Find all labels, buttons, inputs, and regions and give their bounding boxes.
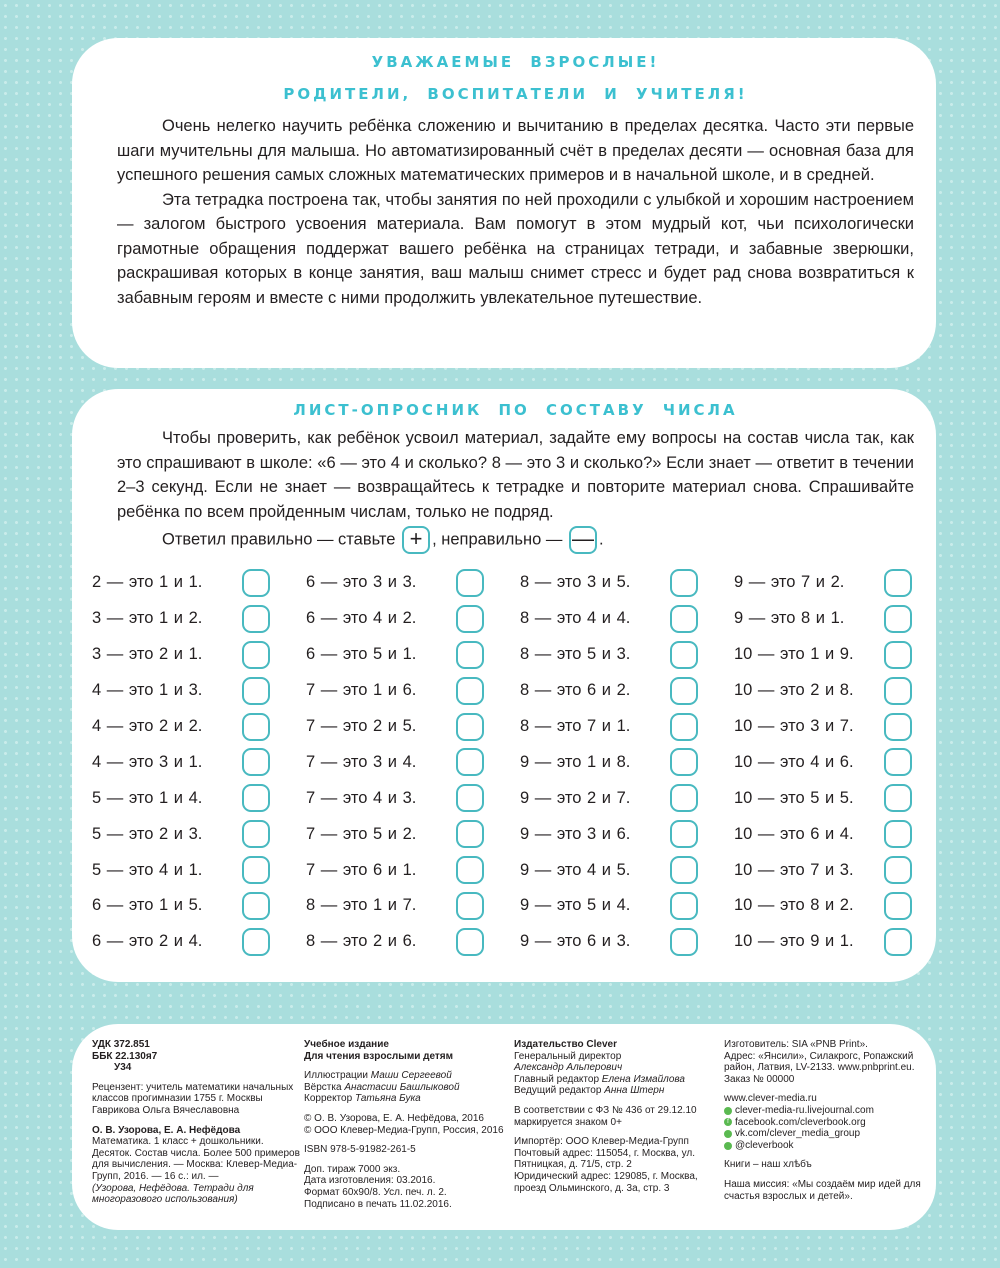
- answer-checkbox[interactable]: [670, 928, 698, 956]
- quiz-item: [520, 852, 734, 888]
- quiz-item-text: 6 — это 5 и 1.: [306, 645, 417, 664]
- quiz-item: [734, 888, 948, 924]
- answer-checkbox[interactable]: [884, 713, 912, 741]
- quiz-item-text: 10 — это 6 и 4.: [734, 824, 854, 843]
- maker: Изготовитель: SIA «PNB Print».: [724, 1039, 868, 1050]
- quiz-column: [306, 565, 520, 960]
- livejournal-link[interactable]: clever-media-ru.livejournal.com: [735, 1104, 874, 1116]
- quiz-item: [520, 565, 734, 601]
- vk-icon: [724, 1130, 732, 1138]
- facebook-icon: f: [724, 1118, 732, 1126]
- answer-checkbox[interactable]: [242, 677, 270, 705]
- quiz-column: [734, 565, 948, 960]
- quiz-item-text: 9 — это 3 и 6.: [520, 824, 631, 843]
- book-description: Математика. 1 класс + дошкольники. Десяток. Состав числа. Более 500 примеров для вычисления. — Москва: Клевер-Медиа-Групп, 2016. — 16 с.: ил. —: [92, 1136, 300, 1182]
- answer-checkbox[interactable]: [242, 605, 270, 633]
- answer-checkbox[interactable]: [242, 928, 270, 956]
- answer-checkbox[interactable]: [456, 748, 484, 776]
- quiz-item: [306, 709, 520, 745]
- made-date: Дата изготовления: 03.2016.: [304, 1175, 436, 1187]
- illustrations: Иллюстрации Маши Сергеевой: [304, 1070, 452, 1082]
- quiz-item-text: 8 — это 3 и 5.: [520, 573, 631, 592]
- plus-icon: +: [402, 526, 430, 554]
- intro-title-line1: УВАЖАЕМЫЕ ВЗРОСЛЫЕ!: [371, 53, 660, 71]
- quiz-item-text: 7 — это 5 и 2.: [306, 824, 417, 843]
- copyright-1: © О. В. Узорова, Е. А. Нефёдова, 2016: [304, 1112, 484, 1124]
- imprint-panel: [72, 1024, 936, 1230]
- postal-address: Почтовый адрес: 115054, г. Москва, ул. Пятницкая, д. 71/5, стр. 2: [514, 1147, 695, 1171]
- layout-credit: Вёрстка Анастасии Башлыковой: [304, 1081, 460, 1093]
- format: Формат 60х90/8. Усл. печ. л. 2.: [304, 1186, 447, 1198]
- print-run: Доп. тираж 7000 экз.: [304, 1163, 401, 1175]
- answer-checkbox[interactable]: [884, 892, 912, 920]
- imprint-col-4: [724, 1039, 924, 1210]
- quiz-item: [306, 744, 520, 780]
- quiz-item-text: 7 — это 3 и 4.: [306, 752, 417, 771]
- answer-checkbox[interactable]: [884, 820, 912, 848]
- quiz-item-text: 3 — это 1 и 2.: [92, 609, 203, 628]
- quiz-title: ЛИСТ-ОПРОСНИК ПО СОСТАВУ ЧИСЛА: [293, 401, 738, 419]
- slogan: Книги – наш хлѣбъ: [724, 1159, 812, 1171]
- quiz-item: [734, 924, 948, 960]
- quiz-item-text: 6 — это 4 и 2.: [306, 609, 417, 628]
- signed-date: Подписано в печать 11.02.2016.: [304, 1198, 452, 1210]
- imprint-col-3: [514, 1039, 724, 1210]
- answer-checkbox[interactable]: [884, 677, 912, 705]
- quiz-item: [520, 601, 734, 637]
- imprint-col-1: [92, 1039, 304, 1210]
- quiz-panel: [72, 389, 936, 982]
- quiz-item: [734, 565, 948, 601]
- answer-checkbox[interactable]: [456, 677, 484, 705]
- answer-checkbox[interactable]: [456, 784, 484, 812]
- answer-checkbox[interactable]: [670, 748, 698, 776]
- quiz-item: [306, 601, 520, 637]
- answer-checkbox[interactable]: [884, 784, 912, 812]
- quiz-item: [306, 888, 520, 924]
- answer-checkbox[interactable]: [670, 605, 698, 633]
- imprint-col-2: [304, 1039, 514, 1210]
- answer-checkbox[interactable]: [670, 892, 698, 920]
- quiz-item: [92, 924, 306, 960]
- quiz-item-text: 8 — это 7 и 1.: [520, 717, 631, 735]
- quiz-column: [92, 565, 306, 960]
- answer-checkbox[interactable]: [242, 569, 270, 597]
- quiz-item-text: 7 — это 6 и 1.: [306, 860, 417, 879]
- answer-checkbox[interactable]: [884, 569, 912, 597]
- quiz-grid: [92, 565, 920, 960]
- gd-label: Генеральный директор: [514, 1050, 622, 1062]
- authors: О. В. Узорова, Е. А. Нефёдова: [92, 1124, 241, 1136]
- answer-checkbox[interactable]: [670, 677, 698, 705]
- quiz-item-text: 8 — это 5 и 3.: [520, 645, 631, 664]
- quiz-item-text: 9 — это 6 и 3.: [520, 932, 631, 951]
- quiz-item: [92, 744, 306, 780]
- legal-address: Юридический адрес: 129085, г. Москва, проезд Ольминского, д. 3а, стр. 3: [514, 1170, 698, 1194]
- answer-checkbox[interactable]: [456, 928, 484, 956]
- website-link[interactable]: www.clever-media.ru: [724, 1093, 817, 1105]
- answer-checkbox[interactable]: [670, 784, 698, 812]
- quiz-item-text: 4 — это 3 и 1.: [92, 752, 203, 771]
- answer-checkbox[interactable]: [242, 748, 270, 776]
- quiz-item: [306, 852, 520, 888]
- quiz-item-text: 10 — это 9 и 1.: [734, 932, 854, 951]
- copyright-2: © ООО Клевер-Медиа-Групп, Россия, 2016: [304, 1124, 504, 1136]
- quiz-item: [92, 852, 306, 888]
- quiz-item-text: 7 — это 1 и 6.: [306, 681, 417, 700]
- proof-credit: Корректор Татьяна Бука: [304, 1093, 421, 1105]
- quiz-item: [734, 601, 948, 637]
- quiz-item: [734, 816, 948, 852]
- audience: Для чтения взрослыми детям: [304, 1050, 454, 1062]
- quiz-item-text: 10 — это 3 и 7.: [734, 717, 854, 735]
- quiz-item: [520, 637, 734, 673]
- quiz-item: [520, 744, 734, 780]
- quiz-item: [734, 852, 948, 888]
- importer: Импортёр: ООО Клевер-Медиа-Групп: [514, 1136, 689, 1148]
- quiz-item: [734, 780, 948, 816]
- quiz-item-text: 2 — это 1 и 1.: [92, 573, 203, 592]
- answer-checkbox[interactable]: [670, 713, 698, 741]
- quiz-item-text: 7 — это 4 и 3.: [306, 788, 417, 807]
- quiz-item-text: 3 — это 2 и 1.: [92, 645, 203, 664]
- reviewer: Рецензент: учитель математики начальных классов прогимназии 1755 г. Москвы Гаврикова Ольга Вячеславовна: [92, 1081, 294, 1116]
- answer-checkbox[interactable]: [242, 641, 270, 669]
- legend-correct-text: Ответил правильно — ставьте: [162, 530, 396, 549]
- quiz-item-text: 6 — это 2 и 4.: [92, 932, 203, 951]
- quiz-item: [520, 709, 734, 745]
- instagram-link[interactable]: @cleverbook: [735, 1139, 794, 1151]
- legend-wrong-text: , неправильно —: [432, 530, 563, 549]
- quiz-item: [306, 780, 520, 816]
- bbk: ББК 22.130я7: [92, 1050, 158, 1062]
- quiz-item: [520, 780, 734, 816]
- quiz-paragraph: Чтобы проверить, как ребёнок усвоил материал, задайте ему вопросы на состав числа так, как это спрашивают в школе: «6 — это 4 и сколько? 8 — это 3 и сколько?» Если знает — ответит в течении 2–3 секунд. Если не знает — возвращайтесь к тетрадке и повторите материал снова. Спрашивайте ребёнка по всем пройденным числам, только не подряд.: [117, 429, 914, 521]
- quiz-item: [92, 780, 306, 816]
- quiz-item-text: 10 — это 5 и 5.: [734, 788, 854, 807]
- quiz-item: [92, 709, 306, 745]
- quiz-item: [520, 673, 734, 709]
- answer-checkbox[interactable]: [670, 820, 698, 848]
- quiz-item-text: 9 — это 8 и 1.: [734, 609, 845, 628]
- quiz-item: [520, 924, 734, 960]
- quiz-item: [92, 601, 306, 637]
- quiz-item-text: 6 — это 3 и 3.: [306, 573, 417, 592]
- answer-checkbox[interactable]: [670, 856, 698, 884]
- answer-legend: [117, 526, 914, 554]
- quiz-item: [92, 673, 306, 709]
- quiz-column: [520, 565, 734, 960]
- intro-paragraph-2: Эта тетрадка построена так, чтобы занятия по ней проходили с улыбкой и хорошим настроением — залогом быстрого усвоения материала. Вам помогут в этом мудрый кот, чьи психологически грамотные обращения поддержат вашего ребёнка на страницах тетради, и забавные зверюшки, раскрашивая которых в конце занятия, ваш малыш снимет стресс и будет рад снова возвратиться к забавным героям и вместе с ними продолжить увлекательное путешествие.: [117, 190, 914, 307]
- legend-end: .: [598, 530, 604, 549]
- answer-checkbox[interactable]: [456, 569, 484, 597]
- quiz-item-text: 8 — это 2 и 6.: [306, 932, 417, 951]
- quiz-item: [92, 637, 306, 673]
- quiz-item: [306, 673, 520, 709]
- quiz-item-text: 5 — это 2 и 3.: [92, 824, 203, 843]
- minus-icon: —: [569, 526, 597, 554]
- answer-checkbox[interactable]: [242, 784, 270, 812]
- book-series: (Узорова, Нефёдова. Тетради для многоразового использования): [92, 1182, 254, 1206]
- answer-checkbox[interactable]: [456, 605, 484, 633]
- answer-checkbox[interactable]: [456, 713, 484, 741]
- quiz-item-text: 9 — это 5 и 4.: [520, 896, 631, 915]
- answer-checkbox[interactable]: [884, 641, 912, 669]
- mission: Наша миссия: «Мы создаём мир идей для счастья взрослых и детей».: [724, 1178, 921, 1202]
- quiz-item-text: 9 — это 2 и 7.: [520, 788, 631, 807]
- quiz-item-text: 9 — это 4 и 5.: [520, 860, 631, 879]
- quiz-item: [306, 637, 520, 673]
- author-code: У34: [114, 1062, 132, 1074]
- answer-checkbox[interactable]: [456, 641, 484, 669]
- answer-checkbox[interactable]: [456, 892, 484, 920]
- answer-checkbox[interactable]: [242, 892, 270, 920]
- quiz-item: [734, 673, 948, 709]
- instagram-icon: [724, 1142, 732, 1150]
- intro-title-line2: РОДИТЕЛИ, ВОСПИТАТЕЛИ И УЧИТЕЛЯ!: [283, 85, 748, 103]
- quiz-item: [520, 816, 734, 852]
- quiz-item-text: 5 — это 1 и 4.: [92, 788, 203, 807]
- chief-editor: Главный редактор Елена Измайлова: [514, 1073, 685, 1085]
- quiz-item-text: 4 — это 1 и 3.: [92, 681, 203, 700]
- intro-panel: [72, 38, 936, 368]
- vk-link[interactable]: vk.com/clever_media_group: [735, 1128, 861, 1140]
- quiz-item-text: 9 — это 1 и 8.: [520, 752, 631, 771]
- order-number: Заказ № 00000: [724, 1073, 795, 1085]
- quiz-item-text: 6 — это 1 и 5.: [92, 896, 203, 915]
- answer-checkbox[interactable]: [456, 820, 484, 848]
- edition-type: Учебное издание: [304, 1039, 389, 1050]
- law-notice: В соответствии с ФЗ № 436 от 29.12.10 маркируется знаком 0+: [514, 1104, 697, 1128]
- isbn: ISBN 978-5-91982-261-5: [304, 1144, 416, 1156]
- quiz-item: [306, 924, 520, 960]
- answer-checkbox[interactable]: [456, 856, 484, 884]
- quiz-item: [734, 637, 948, 673]
- quiz-item-text: 10 — это 7 и 3.: [734, 860, 854, 879]
- quiz-item: [306, 816, 520, 852]
- livejournal-icon: [724, 1107, 732, 1115]
- answer-checkbox[interactable]: [242, 820, 270, 848]
- quiz-item-text: 4 — это 2 и 2.: [92, 717, 203, 735]
- quiz-item: [734, 709, 948, 745]
- quiz-item-text: 7 — это 2 и 5.: [306, 717, 417, 735]
- quiz-item: [92, 565, 306, 601]
- answer-checkbox[interactable]: [670, 641, 698, 669]
- answer-checkbox[interactable]: [884, 856, 912, 884]
- intro-paragraph-1: Очень нелегко научить ребёнка сложению и вычитанию в пределах десятка. Часто эти первые шаги мучительны для малыша. Но автоматизированный счёт в пределах десяти — основная база для успешного решения самых сложных математических примеров и в начальной школе, и в средней.: [117, 117, 914, 184]
- quiz-item: [306, 565, 520, 601]
- quiz-item-text: 5 — это 4 и 1.: [92, 860, 203, 879]
- quiz-item: [734, 744, 948, 780]
- quiz-item: [92, 816, 306, 852]
- quiz-item-text: 9 — это 7 и 2.: [734, 573, 845, 592]
- facebook-link[interactable]: facebook.com/cleverbook.org: [735, 1116, 866, 1128]
- quiz-item: [92, 888, 306, 924]
- gd-name: Александр Альперович: [514, 1062, 623, 1074]
- quiz-item-text: 10 — это 4 и 6.: [734, 752, 854, 771]
- maker-address: Адрес: «Янсили», Силакрогс, Ропажский район, Латвия, LV-2133. www.pnbprint.eu.: [724, 1050, 915, 1074]
- quiz-item-text: 8 — это 6 и 2.: [520, 681, 631, 700]
- answer-checkbox[interactable]: [242, 856, 270, 884]
- quiz-item-text: 8 — это 4 и 4.: [520, 609, 631, 628]
- answer-checkbox[interactable]: [884, 605, 912, 633]
- quiz-item: [520, 888, 734, 924]
- quiz-item-text: 10 — это 8 и 2.: [734, 896, 854, 915]
- answer-checkbox[interactable]: [242, 713, 270, 741]
- quiz-item-text: 10 — это 2 и 8.: [734, 681, 854, 700]
- quiz-item-text: 10 — это 1 и 9.: [734, 645, 854, 664]
- answer-checkbox[interactable]: [884, 928, 912, 956]
- quiz-item-text: 8 — это 1 и 7.: [306, 896, 417, 915]
- answer-checkbox[interactable]: [884, 748, 912, 776]
- lead-editor: Ведущий редактор Анна Штерн: [514, 1085, 665, 1097]
- publisher: Издательство Clever: [514, 1039, 617, 1050]
- udk: УДК 372.851: [92, 1039, 150, 1050]
- answer-checkbox[interactable]: [670, 569, 698, 597]
